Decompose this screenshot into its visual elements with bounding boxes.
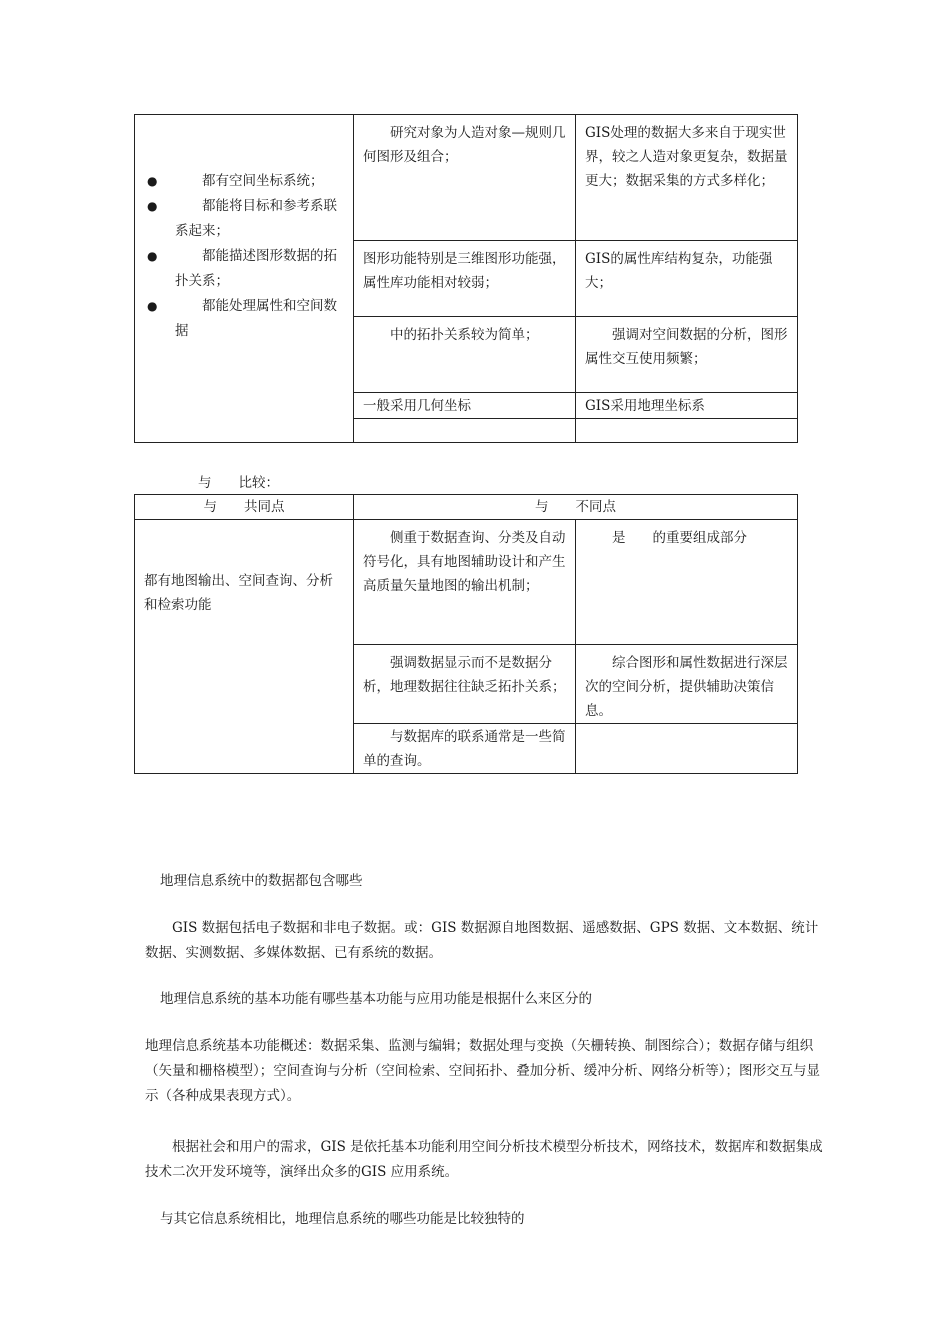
answer-3: 根据社会和用户的需求，GIS 是依托基本功能利用空间分析技术模型分析技术，网络技术，数据库和数据集成技术二次开发环境等，演绎出众多的GIS 应用系统。 — [145, 1139, 823, 1180]
question-1: 地理信息系统中的数据都包含哪些 — [160, 873, 363, 889]
table-cell: 综合图形和属性数据进行深层次的空间分析，提供辅助决策信息。 — [576, 645, 798, 724]
comparison-table-1 — [134, 114, 798, 443]
table-cell: 是 的重要组成部分 — [576, 520, 798, 645]
list-item: ● 都能描述图形数据的拓扑关系； — [145, 244, 345, 294]
bullet-icon: ● — [147, 174, 158, 188]
header-differences: 与 不同点 — [354, 495, 798, 520]
header-common: 与 共同点 — [135, 495, 354, 520]
table-cell: 侧重于数据查询、分类及自动符号化，具有地图辅助设计和产生高质量矢量地图的输出机制； — [354, 520, 576, 645]
table-cell: GIS处理的数据大多来自于现实世界，较之人造对象更复杂，数据量更大；数据采集的方式多样化； — [576, 115, 798, 241]
table-cell: 图形功能特别是三维图形功能强，属性库功能相对较弱； — [354, 241, 576, 317]
question-2: 地理信息系统的基本功能有哪些基本功能与应用功能是根据什么来区分的 — [160, 991, 592, 1007]
table-cell: 与数据库的联系通常是一些简单的查询。 — [354, 724, 576, 774]
list-item: ● 都能将目标和参考系联系起来； — [145, 194, 345, 244]
table-cell: GIS的属性库结构复杂，功能强大； — [576, 241, 798, 317]
bullet-icon: ● — [147, 249, 158, 263]
table-cell: 中的拓扑关系较为简单； — [354, 317, 576, 393]
bullet-icon: ● — [147, 199, 158, 213]
table-2-caption: 与 比较： — [198, 475, 279, 491]
table-cell: 强调对空间数据的分析，图形属性交互使用频繁； — [576, 317, 798, 393]
table-cell: GIS采用地理坐标系 — [576, 393, 798, 419]
comparison-table-2 — [134, 494, 798, 774]
table-cell: 研究对象为人造对象—规则几何图形及组合； — [354, 115, 576, 241]
table-cell — [354, 419, 576, 443]
common-cell: 都有地图输出、空间查询、分析和检索功能 — [135, 520, 354, 774]
table-cell — [576, 724, 798, 774]
question-3: 与其它信息系统相比，地理信息系统的哪些功能是比较独特的 — [160, 1211, 525, 1227]
answer-2: 地理信息系统基本功能概述：数据采集、监测与编辑；数据处理与变换（矢栅转换、制图综合）；数据存储与组织（矢量和栅格模型）；空间查询与分析（空间检索、空间拓扑、叠加分析、缓冲分析、网络分析等）；图形交互与显示（各种成果表现方式）。 — [145, 1038, 820, 1104]
common-features-list — [145, 169, 345, 344]
table-cell: 一般采用几何坐标 — [354, 393, 576, 419]
answer-1: GIS 数据包括电子数据和非电子数据。或：GIS 数据源自地图数据、遥感数据、GPS 数据、文本数据、统计数据、实测数据、多媒体数据、已有系统的数据。 — [145, 920, 819, 961]
list-item: ● 都有空间坐标系统； — [145, 169, 345, 194]
list-item: ● 都能处理属性和空间数据 — [145, 294, 345, 344]
bullet-icon: ● — [147, 299, 158, 313]
table-cell: 强调数据显示而不是数据分析，地理数据往往缺乏拓扑关系； — [354, 645, 576, 724]
common-features-cell — [135, 115, 354, 443]
table-cell — [576, 419, 798, 443]
